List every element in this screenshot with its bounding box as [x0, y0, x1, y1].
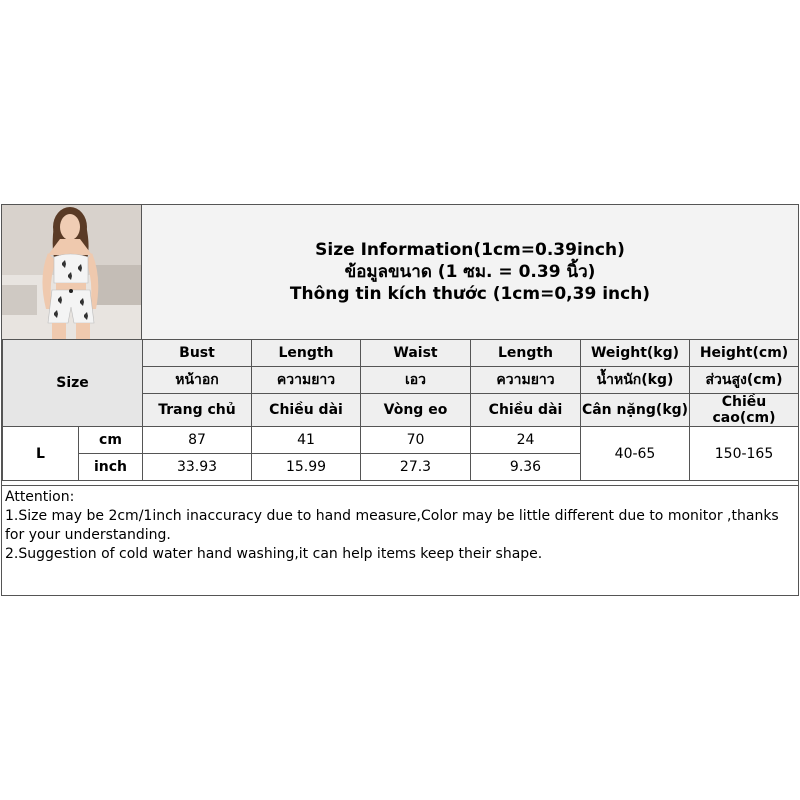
- col-bust-en: Bust: [143, 340, 252, 367]
- col-length2-th: ความยาว: [471, 367, 581, 394]
- notes-title: Attention:: [5, 489, 75, 505]
- weight-range: 40-65: [581, 427, 690, 481]
- waist-inch: 27.3: [361, 454, 471, 481]
- col-waist-th: เอว: [361, 367, 471, 394]
- col-length2-vi: Chiều dài: [471, 394, 581, 427]
- size-table: [2, 339, 799, 481]
- length-inch: 15.99: [252, 454, 361, 481]
- length2-inch: 9.36: [471, 454, 581, 481]
- col-length2-en: Length: [471, 340, 581, 367]
- waist-cm: 70: [361, 427, 471, 454]
- col-bust-vi: Trang chủ: [143, 394, 252, 427]
- col-length-en: Length: [252, 340, 361, 367]
- col-waist-vi: Vòng eo: [361, 394, 471, 427]
- table-row: [3, 427, 799, 454]
- length2-cm: 24: [471, 427, 581, 454]
- col-weight-vi: Cân nặng(kg): [581, 394, 690, 427]
- col-height-vi: Chiều cao(cm): [690, 394, 799, 427]
- col-height-th: ส่วนสูง(cm): [690, 367, 799, 394]
- size-info-header: [142, 205, 798, 339]
- col-height-en: Height(cm): [690, 340, 799, 367]
- bust-inch: 33.93: [143, 454, 252, 481]
- notes-line-1: 1.Size may be 2cm/1inch inaccuracy due to hand measure,Color may be little different due to monitor ,thanks for your understanding.: [5, 508, 779, 543]
- unit-cm-label: cm: [79, 427, 143, 454]
- unit-inch-label: inch: [79, 454, 143, 481]
- col-length-vi: Chiều dài: [252, 394, 361, 427]
- size-value: L: [3, 427, 79, 481]
- product-photo: [2, 205, 142, 339]
- col-length-th: ความยาว: [252, 367, 361, 394]
- height-range: 150-165: [690, 427, 799, 481]
- col-bust-th: หน้าอก: [143, 367, 252, 394]
- header-title-th: ข้อมูลขนาด (1 ซม. = 0.39 นิ้ว): [344, 262, 596, 282]
- col-waist-en: Waist: [361, 340, 471, 367]
- col-weight-th: น้ำหนัก(kg): [581, 367, 690, 394]
- header-row-en: [3, 340, 799, 367]
- notes-line-2: 2.Suggestion of cold water hand washing,it can help items keep their shape.: [5, 546, 543, 562]
- attention-notes: [2, 485, 798, 595]
- model-illustration: [2, 205, 142, 339]
- header-title-vi: Thông tin kích thước (1cm=0,39 inch): [289, 284, 651, 304]
- length-cm: 41: [252, 427, 361, 454]
- size-column-label: Size: [3, 340, 143, 427]
- header-title-en: Size Information(1cm=0.39inch): [315, 240, 625, 260]
- col-weight-en: Weight(kg): [581, 340, 690, 367]
- bust-cm: 87: [143, 427, 252, 454]
- size-chart: [1, 204, 799, 596]
